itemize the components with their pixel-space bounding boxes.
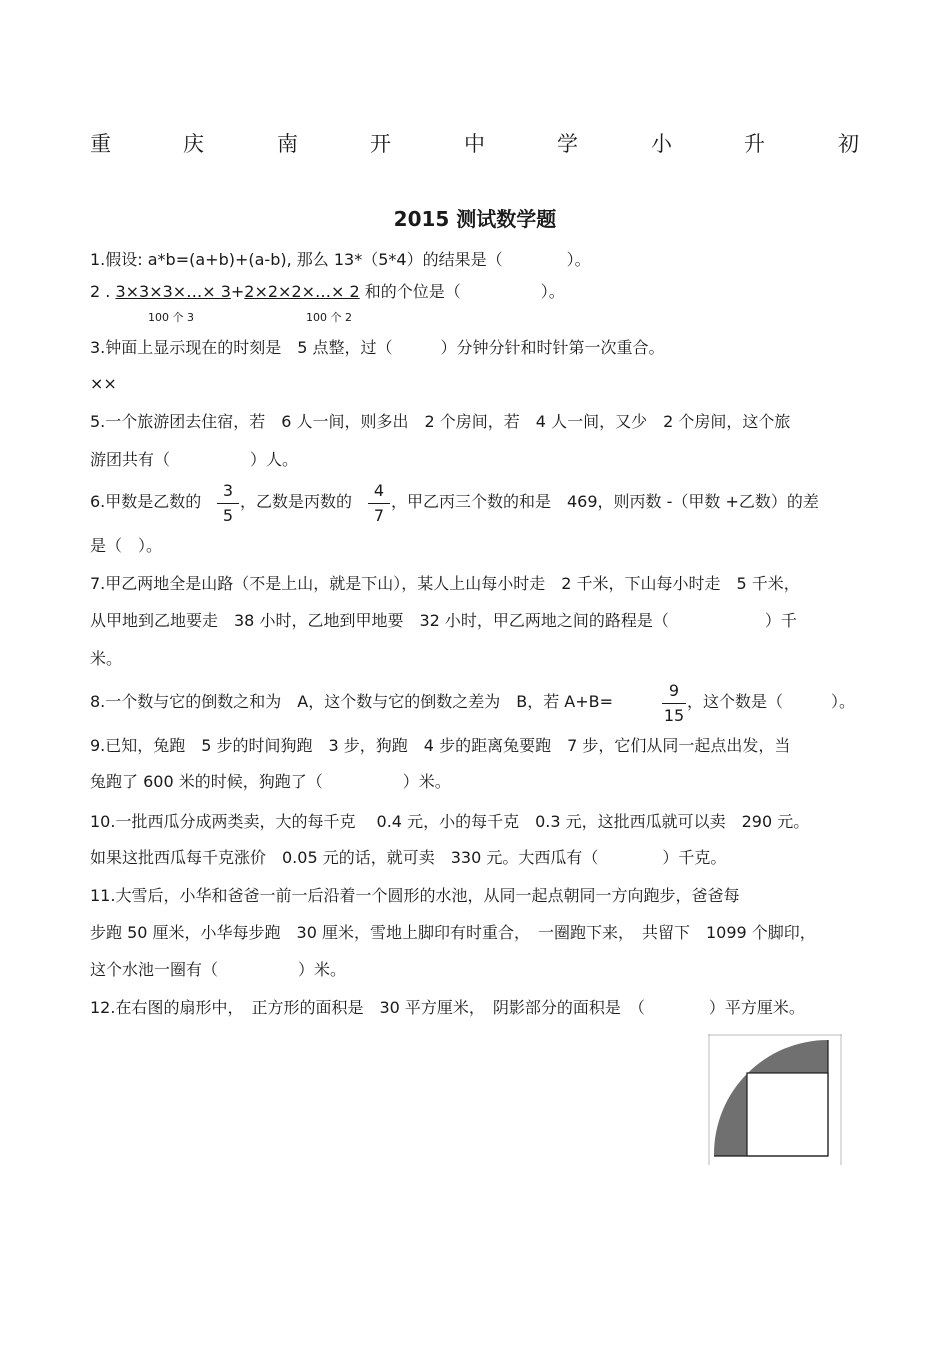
question-6-part-b: ，乙数是丙数的 xyxy=(240,492,353,511)
question-6-line-2: 是（ ）。 xyxy=(90,536,163,555)
question-5-line-1: 5.一个旅游团去住宿，若 6 人一间，则多出 2 个房间，若 4 人一间，又少 2 个房间，这个旅 xyxy=(90,412,791,431)
q8-fraction-numerator: 9 xyxy=(668,681,680,700)
q6-fraction-1 xyxy=(217,480,239,527)
question-3: 3.钟面上显示现在的时刻是 5 点整，过（ ）分钟分针和时针第一次重合。 xyxy=(90,338,665,357)
q6-fraction-1-bar xyxy=(217,503,239,504)
title-char-3: 南 xyxy=(277,132,298,156)
question-7-line-2: 从甲地到乙地要走 38 小时，乙地到甲地要 32 小时，甲乙两地之间的路程是（ ）千 xyxy=(90,611,797,630)
q6-fraction-2-bar xyxy=(368,503,390,504)
q8-fraction-bar xyxy=(662,703,686,704)
question-11-line-2: 步跑 50 厘米，小华每步跑 30 厘米，雪地上脚印有时重合， 一圈跑下来， 共留下 1099 个脚印， xyxy=(90,923,816,942)
q2-suffix: 和的个位是（ ）。 xyxy=(359,282,565,301)
q2-term-1: 3×3×3×…× 3 xyxy=(115,282,231,301)
q2-term-2: 2×2×2×…× 2 xyxy=(244,282,360,301)
question-12: 12.在右图的扇形中， 正方形的面积是 30 平方厘米， 阴影部分的面积是 （ ）平方厘米。 xyxy=(90,998,805,1017)
question-7-line-1: 7.甲乙两地全是山路（不是上山，就是下山），某人上山每小时走 2 千米，下山每小时走 5 千米， xyxy=(90,574,800,593)
question-10-line-1: 10.一批西瓜分成两类卖，大的每千克 0.4 元，小的每千克 0.3 元，这批西瓜就可以卖 290 元。 xyxy=(90,812,810,831)
title-char-8: 升 xyxy=(744,132,765,156)
q2-subscript-1: 100 个 3 xyxy=(148,311,194,324)
title-char-6: 学 xyxy=(557,132,578,156)
question-8-part-a: 8.一个数与它的倒数之和为 A，这个数与它的倒数之差为 B，若 A+B= xyxy=(90,692,614,711)
q6-fraction-1-numerator: 3 xyxy=(222,481,234,500)
q8-fraction xyxy=(662,680,686,727)
title-char-7: 小 xyxy=(651,132,672,156)
question-9-line-2: 兔跑了 600 米的时候，狗跑了（ ）米。 xyxy=(90,772,451,791)
question-9-line-1: 9.已知，兔跑 5 步的时间狗跑 3 步，狗跑 4 步的距离兔要跑 7 步，它们从同一起点出发，当 xyxy=(90,736,791,755)
q2-subscript-2: 100 个 2 xyxy=(306,311,352,324)
q6-fraction-2-numerator: 4 xyxy=(373,481,385,500)
question-6-part-c: ，甲乙丙三个数的和是 469，则丙数 -（甲数 +乙数）的差 xyxy=(391,492,819,511)
title-char-9: 初 xyxy=(838,132,859,156)
q2-plus: + xyxy=(230,282,245,301)
q6-fraction-2 xyxy=(368,480,390,527)
question-10-line-2: 如果这批西瓜每千克涨价 0.05 元的话，就可卖 330 元。大西瓜有（ ）千克。 xyxy=(90,848,727,867)
question-4: ×× xyxy=(90,374,117,393)
question-11-line-3: 这个水池一圈有（ ）米。 xyxy=(90,960,347,979)
q8-fraction-denominator: 15 xyxy=(663,706,685,725)
question-7-line-3: 米。 xyxy=(90,649,123,668)
page-subtitle: 2015 测试数学题 xyxy=(393,207,557,231)
q2-prefix: 2 . xyxy=(90,282,116,301)
title-char-5: 中 xyxy=(464,132,485,156)
sector-figure xyxy=(708,1034,842,1165)
title-char-2: 庆 xyxy=(183,132,204,156)
question-1: 1.假设: a*b=(a+b)+(a-b), 那么 13*（5*4）的结果是（ ）。 xyxy=(90,250,591,269)
title-char-4: 开 xyxy=(370,132,391,156)
question-2 xyxy=(90,281,565,303)
q6-fraction-1-denominator: 5 xyxy=(222,506,234,525)
question-8-part-b: ，这个数是（ ）。 xyxy=(687,692,856,711)
question-11-line-1: 11.大雪后，小华和爸爸一前一后沿着一个圆形的水池，从同一起点朝同一方向跑步，爸爸每 xyxy=(90,886,740,905)
inner-square xyxy=(747,1073,828,1156)
question-5-line-2: 游团共有（ ）人。 xyxy=(90,450,299,469)
question-6-part-a: 6.甲数是乙数的 xyxy=(90,492,202,511)
q6-fraction-2-denominator: 7 xyxy=(373,506,385,525)
title-char-1: 重 xyxy=(90,132,111,156)
